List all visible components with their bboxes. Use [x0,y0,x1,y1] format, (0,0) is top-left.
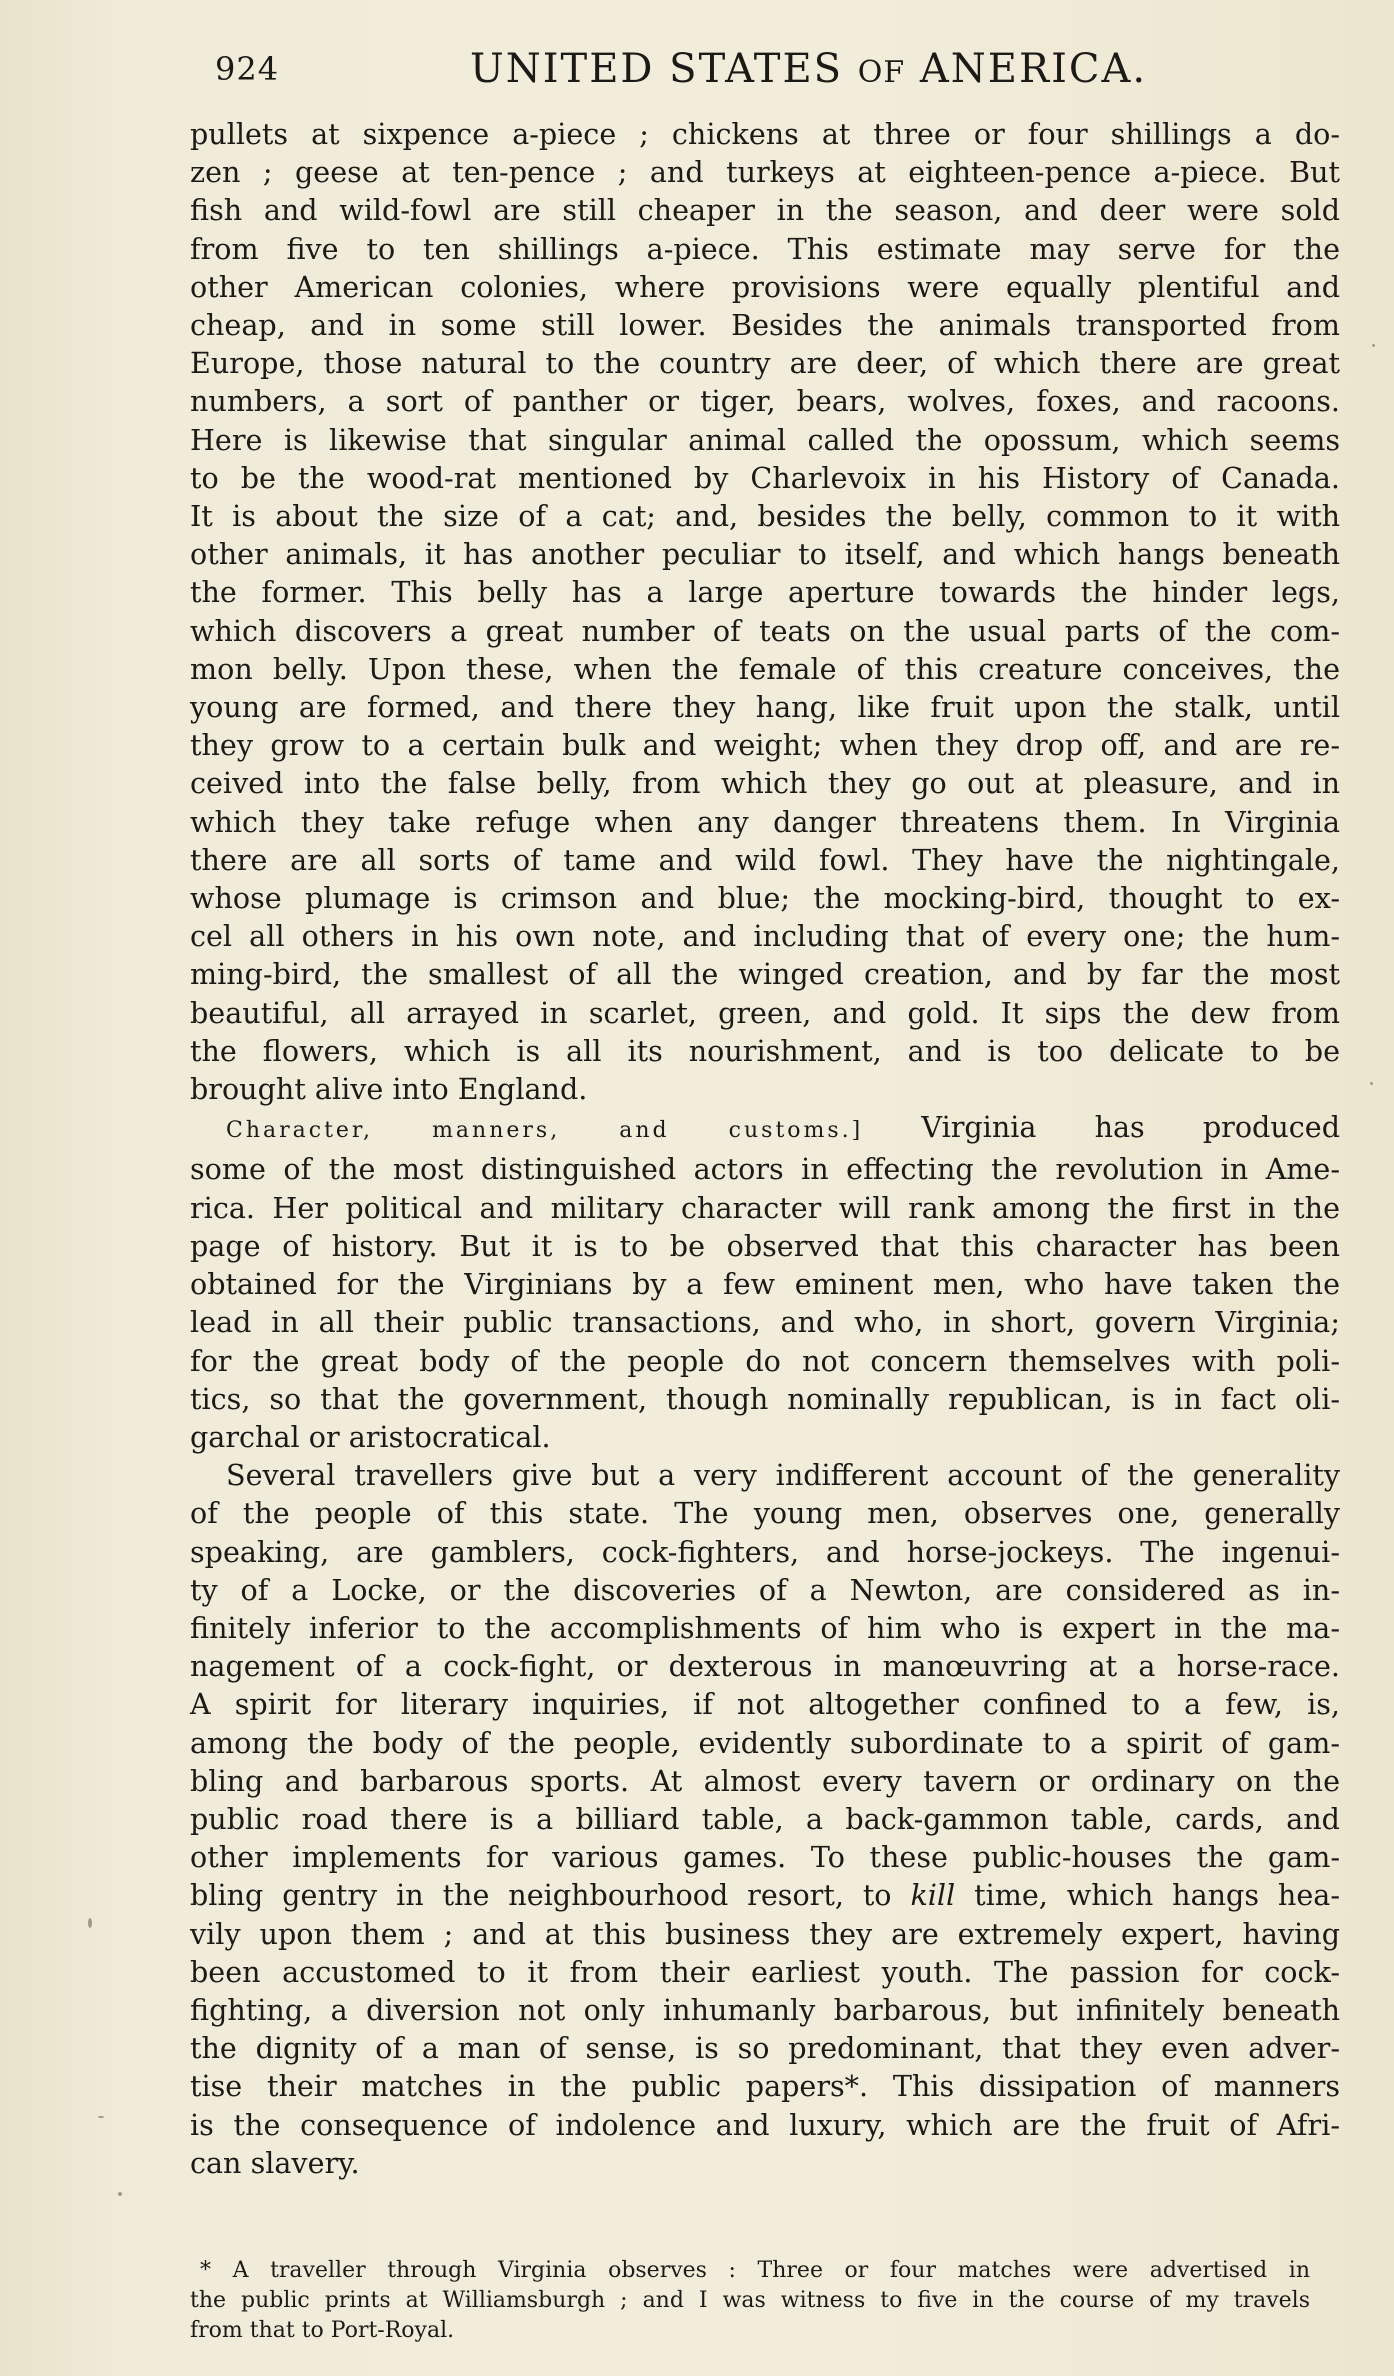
text-line: which they take refuge when any danger threatens them. In Virginia [190,804,1340,839]
text-line: Several travellers give but a very indifferent account of the generality [226,1458,1340,1493]
text-line: among the body of the people, evidently subordinate to a spirit of gam- [190,1725,1340,1760]
text-line: bling gentry in the neighbourhood resort, to kill time, which hangs hea- [190,1878,1340,1913]
text-line: lead in all their public transactions, and who, in short, govern Virginia; [190,1305,1340,1340]
text-line: some of the most distinguished actors in effecting the revolution in Ame- [190,1152,1340,1187]
text-span: Virginia has produced [921,1110,1341,1145]
text-line: other animals, it has another peculiar to itself, and which hangs beneath [190,537,1340,572]
footnote [190,2256,1310,2346]
running-head-part-a: UNITED STATES [470,46,844,92]
text-line: from five to ten shillings a-piece. This estimate may serve for the [190,231,1340,266]
text-line: zen ; geese at ten-pence ; and turkeys at eighteen-pence a-piece. But [190,155,1340,190]
text-line: tics, so that the government, though nominally republican, is in fact oli- [190,1381,1340,1416]
text-line: whose plumage is crimson and blue; the mocking-bird, thought to ex- [190,881,1340,916]
page-number: 924 [215,50,280,88]
text-line: for the great body of the people do not concern themselves with poli- [190,1343,1340,1378]
text-line: ming-bird, the smallest of all the winged creation, and by far the most [190,957,1340,992]
text-line: to be the wood-rat mentioned by Charlevoix in his History of Canada. [190,460,1340,495]
text-line: of the people of this state. The young men, observes one, generally [190,1496,1340,1531]
text-line: Europe, those natural to the country are deer, of which there are great [190,346,1340,381]
text-line: fighting, a diversion not only inhumanly barbarous, but infinitely beneath [190,1992,1340,2027]
text-line: vily upon them ; and at this business they are extremely expert, having [190,1916,1340,1951]
text-line: ty of a Locke, or the discoveries of a Newton, are considered as in- [190,1572,1340,1607]
page-header [215,42,1315,102]
footnote-line: from that to Port-Royal. [190,2318,455,2343]
text-line: there are all sorts of tame and wild fowl. They have the nightingale, [190,842,1340,877]
text-line: is the consequence of indolence and luxury, which are the fruit of Afri- [190,2107,1340,2142]
paper-speck [98,2116,104,2118]
text-line: numbers, a sort of panther or tiger, bears, wolves, foxes, and racoons. [190,384,1340,419]
text-line: Here is likewise that singular animal called the opossum, which seems [190,422,1340,457]
text-line: young are formed, and there they hang, like fruit upon the stalk, until [190,690,1340,725]
body-text [190,115,1340,2182]
text-line: the former. This belly has a large aperture towards the hinder legs, [190,575,1340,610]
text-line: speaking, are gamblers, cock-fighters, and horse-jockeys. The ingenui- [190,1534,1340,1569]
text-line: finitely inferior to the accomplishments of him who is expert in the ma- [190,1610,1340,1645]
paragraph-food-and-animals [190,115,1340,1108]
text-line: tise their matches in the public papers*. This dissipation of manners [190,2069,1340,2104]
text-line: the dignity of a man of sense, is so predominant, that they even adver- [190,2031,1340,2066]
text-line: which discovers a great number of teats on the usual parts of the com- [190,613,1340,648]
paragraph-character-manners-customs [190,1108,1340,1456]
text-line: bling and barbarous sports. At almost every tavern or ordinary on the [190,1763,1340,1798]
text-line: can slavery. [190,2145,360,2180]
text-line: cel all others in his own note, and including that of every one; the hum- [190,919,1340,954]
running-head-part-b: ANERICA. [919,46,1148,92]
text-line: obtained for the Virginians by a few eminent men, who have taken the [190,1267,1340,1302]
text-line [190,1108,1340,1150]
text-line: mon belly. Upon these, when the female of this creature conceives, the [190,651,1340,686]
text-line: garchal or aristocratical. [190,1419,551,1454]
footnote-line: the public prints at Williamsburgh ; and I was witness to five in the course of my travels [190,2288,1310,2313]
paper-speck [1370,1082,1373,1085]
text-line: fish and wild-fowl are still cheaper in the season, and deer were sold [190,193,1340,228]
paragraph-travellers-account [190,1456,1340,2182]
running-head-of: OF [857,55,906,90]
section-heading: Character, manners, and customs.] [226,1118,864,1144]
text-line: other American colonies, where provisions were equally plentiful and [190,269,1340,304]
footnote-line: * A traveller through Virginia observes : Three or four matches were advertised in [200,2258,1310,2283]
paper-speck [1372,344,1375,347]
text-line: ceived into the false belly, from which they go out at pleasure, and in [190,766,1340,801]
text-line: cheap, and in some still lower. Besides the animals transported from [190,308,1340,343]
paper-speck [118,2192,122,2196]
text-line: brought alive into England. [190,1072,588,1107]
text-line: It is about the size of a cat; and, besides the belly, common to it with [190,499,1340,534]
text-line: they grow to a certain bulk and weight; when they drop off, and are re- [190,728,1340,763]
text-line: other implements for various games. To these public-houses the gam- [190,1840,1340,1875]
text-line: pullets at sixpence a-piece ; chickens at three or four shillings a do- [190,117,1340,151]
text-line: page of history. But it is to be observed that this character has been [190,1228,1340,1263]
text-line: beautiful, all arrayed in scarlet, green, and gold. It sips the dew from [190,995,1340,1030]
text-line: been accustomed to it from their earliest youth. The passion for cock- [190,1954,1340,1989]
paper-speck [88,1918,92,1928]
running-head [470,46,1147,92]
text-line: the flowers, which is all its nourishment, and is too delicate to be [190,1033,1340,1068]
text-line: public road there is a billiard table, a back-gammon table, cards, and [190,1801,1340,1836]
text-line: nagement of a cock-fight, or dexterous in manœuvring at a horse-race. [190,1649,1340,1684]
text-line: rica. Her political and military character will rank among the first in the [190,1190,1340,1225]
text-line: A spirit for literary inquiries, if not altogether confined to a few, is, [190,1687,1340,1722]
